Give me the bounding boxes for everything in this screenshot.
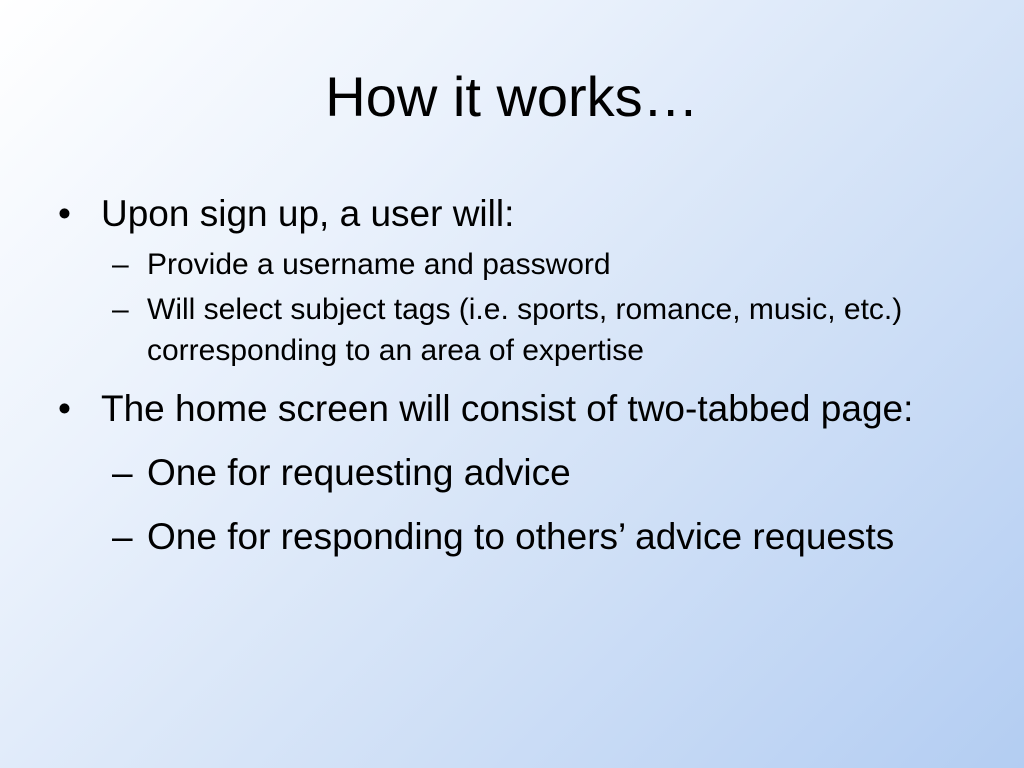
sub-bullet-text: One for responding to others’ advice requests: [147, 516, 895, 557]
bullet-item-2: [58, 383, 978, 435]
dash-glyph: –: [112, 293, 129, 326]
sub-bullet-text: Will select subject tags (i.e. sports, romance, music, etc.) corresponding to an area of expertise: [147, 293, 903, 367]
bullet-text: The home screen will consist of two-tabbed page:: [101, 388, 914, 429]
slide-title: How it works…: [325, 65, 699, 128]
bullet-glyph: •: [58, 388, 71, 429]
dash-glyph: –: [112, 248, 129, 281]
sub-bullet-item-1-2: [58, 289, 978, 371]
sub-bullet-text: One for requesting advice: [147, 452, 571, 493]
dash-glyph: –: [112, 516, 133, 557]
slide-body: [58, 188, 978, 563]
sub-bullet-text: Provide a username and password: [147, 248, 611, 281]
bullet-glyph: •: [58, 193, 71, 234]
sub-bullet-item-1-1: [58, 244, 978, 285]
bullet-item-1: [58, 188, 978, 240]
bullet-text: Upon sign up, a user will:: [101, 193, 515, 234]
dash-glyph: –: [112, 452, 133, 493]
sub-bullet-item-2-2: [58, 511, 978, 563]
sub-bullet-item-2-1: [58, 447, 978, 499]
